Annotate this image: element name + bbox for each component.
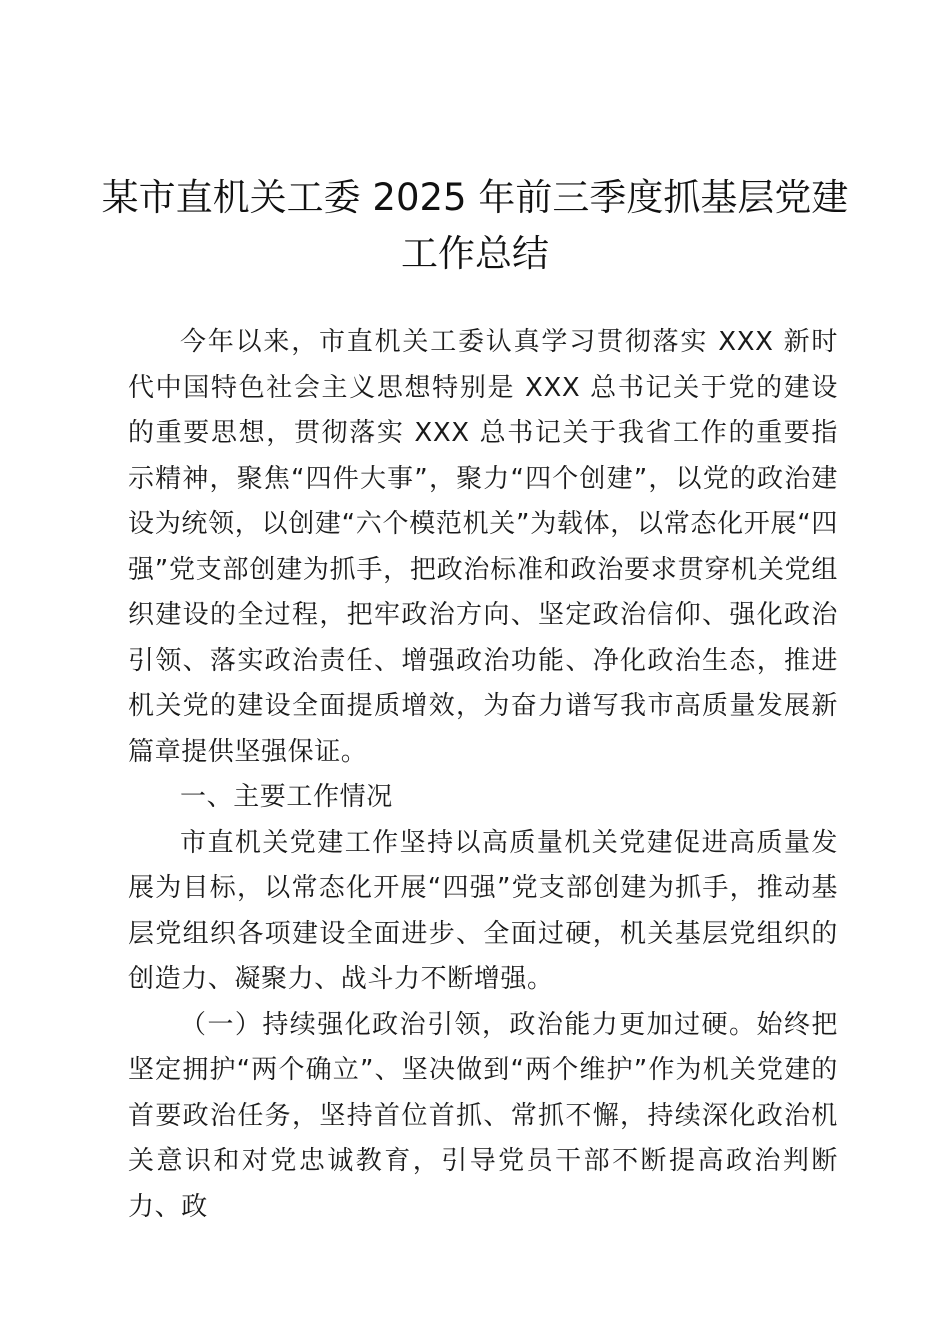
title-line-2: 工作总结 xyxy=(401,232,549,275)
section-paragraph: 市直机关党建工作坚持以高质量机关党建促进高质量发展为目标，以常态化开展“四强”党支部创建为抓手，推动基层党组织各项建设全面进步、全面过硬，机关基层党组织的创造力、凝聚力、战斗力不断增强。 xyxy=(128,827,838,994)
section-paragraph: （一）持续强化政治引领，政治能力更加过硬。始终把坚定拥护“两个确立”、坚决做到“两个维护”作为机关党建的首要政治任务，坚持首位首抓、常抓不懈，持续深化政治机关意识和对党忠诚教育，引导党员干部不断提高政治判断力、政 xyxy=(128,1009,838,1222)
title-line-1: 某市直机关工委 2025 年前三季度抓基层党建 xyxy=(101,176,849,219)
intro-paragraph: 今年以来，市直机关工委认真学习贯彻落实 XXX 新时代中国特色社会主义思想特别是 XXX 总书记关于党的建设的重要思想，贯彻落实 XXX 总书记关于我省工作的重要指示精神，聚焦“四件大事”，聚力“四个创建”，以党的政治建设为统领，以创建“六个模范机关”为载体，以常态化开展“四强”党支部创建为抓手，把政治标准和政治要求贯穿机关党组织建设的全过程，把牢政治方向、坚定政治信仰、强化政治引领、落实政治责任、增强政治功能、净化政治生态，推进机关党的建设全面提质增效，为奋力谱写我市高质量发展新篇章提供坚强保证。 xyxy=(128,327,838,767)
document-title xyxy=(60,170,890,282)
document-body xyxy=(128,320,838,1230)
section-heading: 一、主要工作情况 xyxy=(180,782,393,812)
